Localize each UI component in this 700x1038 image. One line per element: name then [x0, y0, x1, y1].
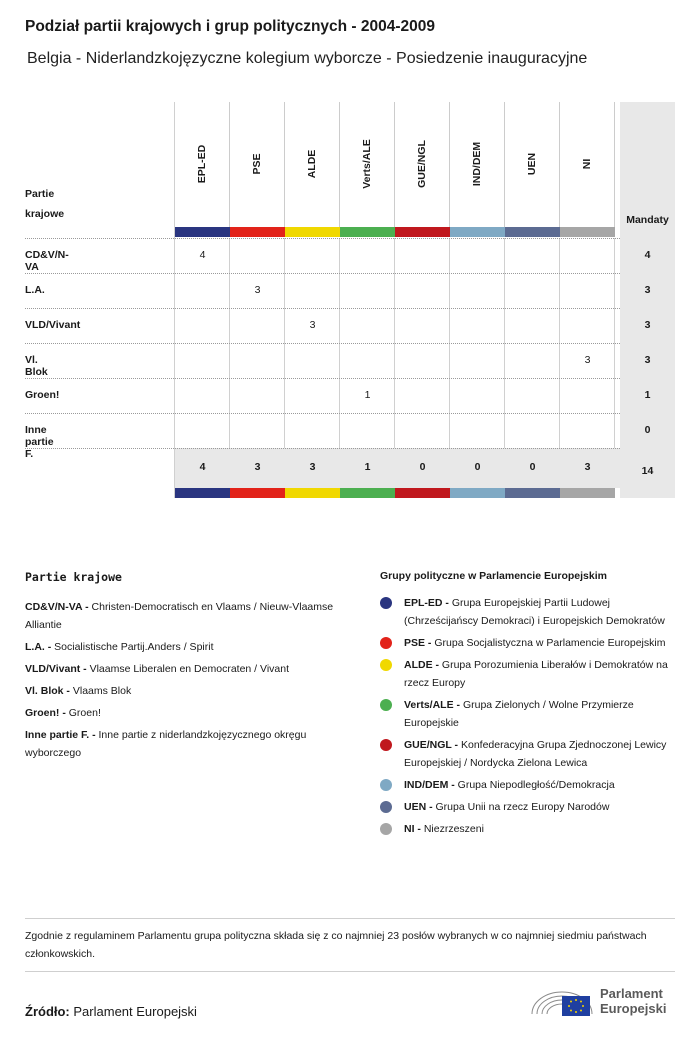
- column-total: 0: [419, 461, 426, 473]
- party-row-label: Groen!: [25, 389, 60, 401]
- groups-legend-heading: Grupy polityczne w Parlamencie Europejskim: [380, 570, 607, 582]
- group-full-name: Grupa Niepodległość/Demokracja: [457, 779, 615, 791]
- regulation-note: Zgodnie z regulaminem Parlamentu grupa polityczna składa się z co najmniej 23 posłów wybranych w co najmniej siedmiu państwach członkowskich.: [25, 918, 675, 972]
- row-header-line1: Partie: [25, 188, 55, 200]
- party-legend-item: [25, 682, 355, 700]
- row-divider: [25, 448, 620, 449]
- column-total: 1: [364, 461, 371, 473]
- row-total-mandates: 0: [644, 424, 651, 436]
- group-full-name: Konfederacyjna Grupa Zjednoczonej Lewicy Europejskiej / Nordycka Zielona Lewica: [404, 739, 667, 769]
- group-color-bar: [285, 227, 340, 237]
- column-header: [560, 102, 615, 227]
- row-divider: [25, 343, 620, 344]
- group-color-bar: [395, 227, 450, 237]
- row-header-line2: krajowe: [25, 208, 65, 220]
- column-total: 0: [474, 461, 481, 473]
- group-legend-item: [380, 656, 680, 692]
- party-abbr: Groen! -: [25, 707, 66, 719]
- mandates-header: Mandaty: [626, 214, 669, 226]
- group-abbr: EPL-ED -: [404, 597, 449, 609]
- table-cell: 3: [309, 319, 316, 331]
- page-subtitle: Belgia - Niderlandzkojęzyczne kolegium wyborcze - Posiedzenie inauguracyjne: [27, 50, 588, 67]
- group-color-bar: [560, 488, 615, 498]
- column-header: [505, 102, 560, 227]
- party-full-name: Socialistische Partij.Anders / Spirit: [54, 641, 214, 653]
- party-row-label: VLD/Vivant: [25, 319, 81, 331]
- party-full-name: Vlaamse Liberalen en Democraten / Vivant: [89, 663, 289, 675]
- column-header: [395, 102, 450, 227]
- party-row-label: Vl. Blok: [25, 354, 48, 378]
- group-full-name: Grupa Zielonych / Wolne Przymierze Europejskie: [404, 699, 634, 729]
- group-abbr: PSE -: [404, 637, 432, 649]
- row-divider: [25, 273, 620, 274]
- group-color-bar: [175, 488, 230, 498]
- group-abbr: ALDE -: [404, 659, 439, 671]
- party-abbr: CD&V/N-VA -: [25, 601, 89, 613]
- party-abbr: VLD/Vivant -: [25, 663, 87, 675]
- group-legend-item: [380, 594, 680, 630]
- logo-line2: Europejski: [600, 1001, 667, 1016]
- table-cell: 3: [254, 284, 261, 296]
- column-total: 3: [584, 461, 591, 473]
- group-color-bar: [340, 227, 395, 237]
- grand-total: 14: [641, 465, 654, 477]
- logo-text: [600, 986, 666, 1016]
- party-full-name: Christen-Democratisch en Vlaams / Nieuw-Vlaamse Alliantie: [25, 601, 334, 631]
- source-label: Źródło:: [25, 1004, 70, 1019]
- group-color-bar: [230, 488, 285, 498]
- column-header: [175, 102, 230, 227]
- row-total-mandates: 1: [644, 389, 651, 401]
- source-line: [25, 1004, 197, 1019]
- column-header-label: EPL-ED: [196, 144, 208, 184]
- column-total: 3: [254, 461, 261, 473]
- group-color-bar: [560, 227, 615, 237]
- column-total: 0: [529, 461, 536, 473]
- group-color-bar: [450, 227, 505, 237]
- parties-legend-heading: Partie krajowe: [25, 570, 122, 584]
- table-cell: 3: [584, 354, 591, 366]
- party-legend-item: [25, 660, 355, 678]
- group-full-name: Grupa Porozumienia Liberałów i Demokratów na rzecz Europy: [404, 659, 668, 689]
- column-header: [450, 102, 505, 227]
- party-row-label: Inne partie F.: [25, 424, 54, 460]
- group-legend-item: [380, 634, 680, 652]
- row-divider: [25, 378, 620, 379]
- party-legend-item: [25, 726, 355, 762]
- party-full-name: Groen!: [68, 707, 101, 719]
- group-abbr: UEN -: [404, 801, 433, 813]
- group-full-name: Grupa Socjalistyczna w Parlamencie Europejskim: [434, 637, 666, 649]
- column-header: [230, 102, 285, 227]
- group-color-dot-icon: [380, 739, 392, 751]
- group-color-dot-icon: [380, 801, 392, 813]
- column-total: 3: [309, 461, 316, 473]
- row-total-mandates: 4: [644, 249, 651, 261]
- column-total: 4: [199, 461, 206, 473]
- group-color-bar: [285, 488, 340, 498]
- logo-line1: Parlament: [600, 986, 663, 1001]
- party-full-name: Inne partie z niderlandzkojęzycznego okręgu wyborczego: [25, 729, 307, 759]
- group-color-dot-icon: [380, 659, 392, 671]
- group-color-dot-icon: [380, 779, 392, 791]
- mandates-column-bg: [620, 102, 675, 498]
- group-abbr: NI -: [404, 823, 421, 835]
- column-divider: [174, 102, 175, 498]
- group-full-name: Grupa Unii na rzecz Europy Narodów: [435, 801, 610, 813]
- group-abbr: Verts/ALE -: [404, 699, 461, 711]
- party-row-label: CD&V/N-VA: [25, 249, 69, 273]
- group-abbr: GUE/NGL -: [404, 739, 459, 751]
- party-full-name: Vlaams Blok: [72, 685, 132, 697]
- row-total-mandates: 3: [644, 284, 651, 296]
- group-color-dot-icon: [380, 823, 392, 835]
- column-header-label: Verts/ALE: [361, 139, 373, 189]
- column-header-label: PSE: [251, 153, 263, 175]
- row-total-mandates: 3: [644, 319, 651, 331]
- group-legend-item: [380, 798, 680, 816]
- table-cell: 1: [364, 389, 371, 401]
- group-color-bar: [340, 488, 395, 498]
- party-abbr: L.A. -: [25, 641, 52, 653]
- group-color-bar: [505, 488, 560, 498]
- row-divider: [25, 308, 620, 309]
- group-legend-item: [380, 696, 680, 732]
- column-header-label: ALDE: [306, 149, 318, 179]
- row-total-mandates: 3: [644, 354, 651, 366]
- group-legend-item: [380, 776, 680, 794]
- column-header: [340, 102, 395, 227]
- group-color-bar: [505, 227, 560, 237]
- source-value: Parlament Europejski: [73, 1004, 197, 1019]
- group-color-bar: [395, 488, 450, 498]
- page-title: Podział partii krajowych i grup politycznych - 2004-2009: [25, 18, 436, 35]
- group-color-bar: [175, 227, 230, 237]
- column-header-label: UEN: [526, 152, 538, 176]
- row-divider: [25, 238, 620, 239]
- column-header-label: GUE/NGL: [416, 140, 428, 188]
- group-legend-item: [380, 820, 680, 838]
- group-abbr: IND/DEM -: [404, 779, 455, 791]
- party-abbr: Vl. Blok -: [25, 685, 70, 697]
- group-color-bar: [450, 488, 505, 498]
- row-divider: [25, 413, 620, 414]
- column-header-label: NI: [581, 158, 593, 170]
- party-legend-item: [25, 638, 355, 656]
- party-row-label: L.A.: [25, 284, 45, 296]
- group-legend-item: [380, 736, 680, 772]
- group-full-name: Grupa Europejskiej Partii Ludowej (Chrześcijańscy Demokraci) i Europejskich Demokratów: [404, 597, 665, 627]
- column-header-label: IND/DEM: [471, 141, 483, 187]
- group-full-name: Niezrzeszeni: [423, 823, 484, 835]
- groups-legend: [380, 570, 680, 842]
- parties-legend: [25, 570, 355, 766]
- column-header: [285, 102, 340, 227]
- group-color-dot-icon: [380, 637, 392, 649]
- table-cell: 4: [199, 249, 206, 261]
- party-legend-item: [25, 704, 355, 722]
- group-color-bar: [230, 227, 285, 237]
- group-color-dot-icon: [380, 699, 392, 711]
- party-abbr: Inne partie F. -: [25, 729, 96, 741]
- group-color-dot-icon: [380, 597, 392, 609]
- party-legend-item: [25, 598, 355, 634]
